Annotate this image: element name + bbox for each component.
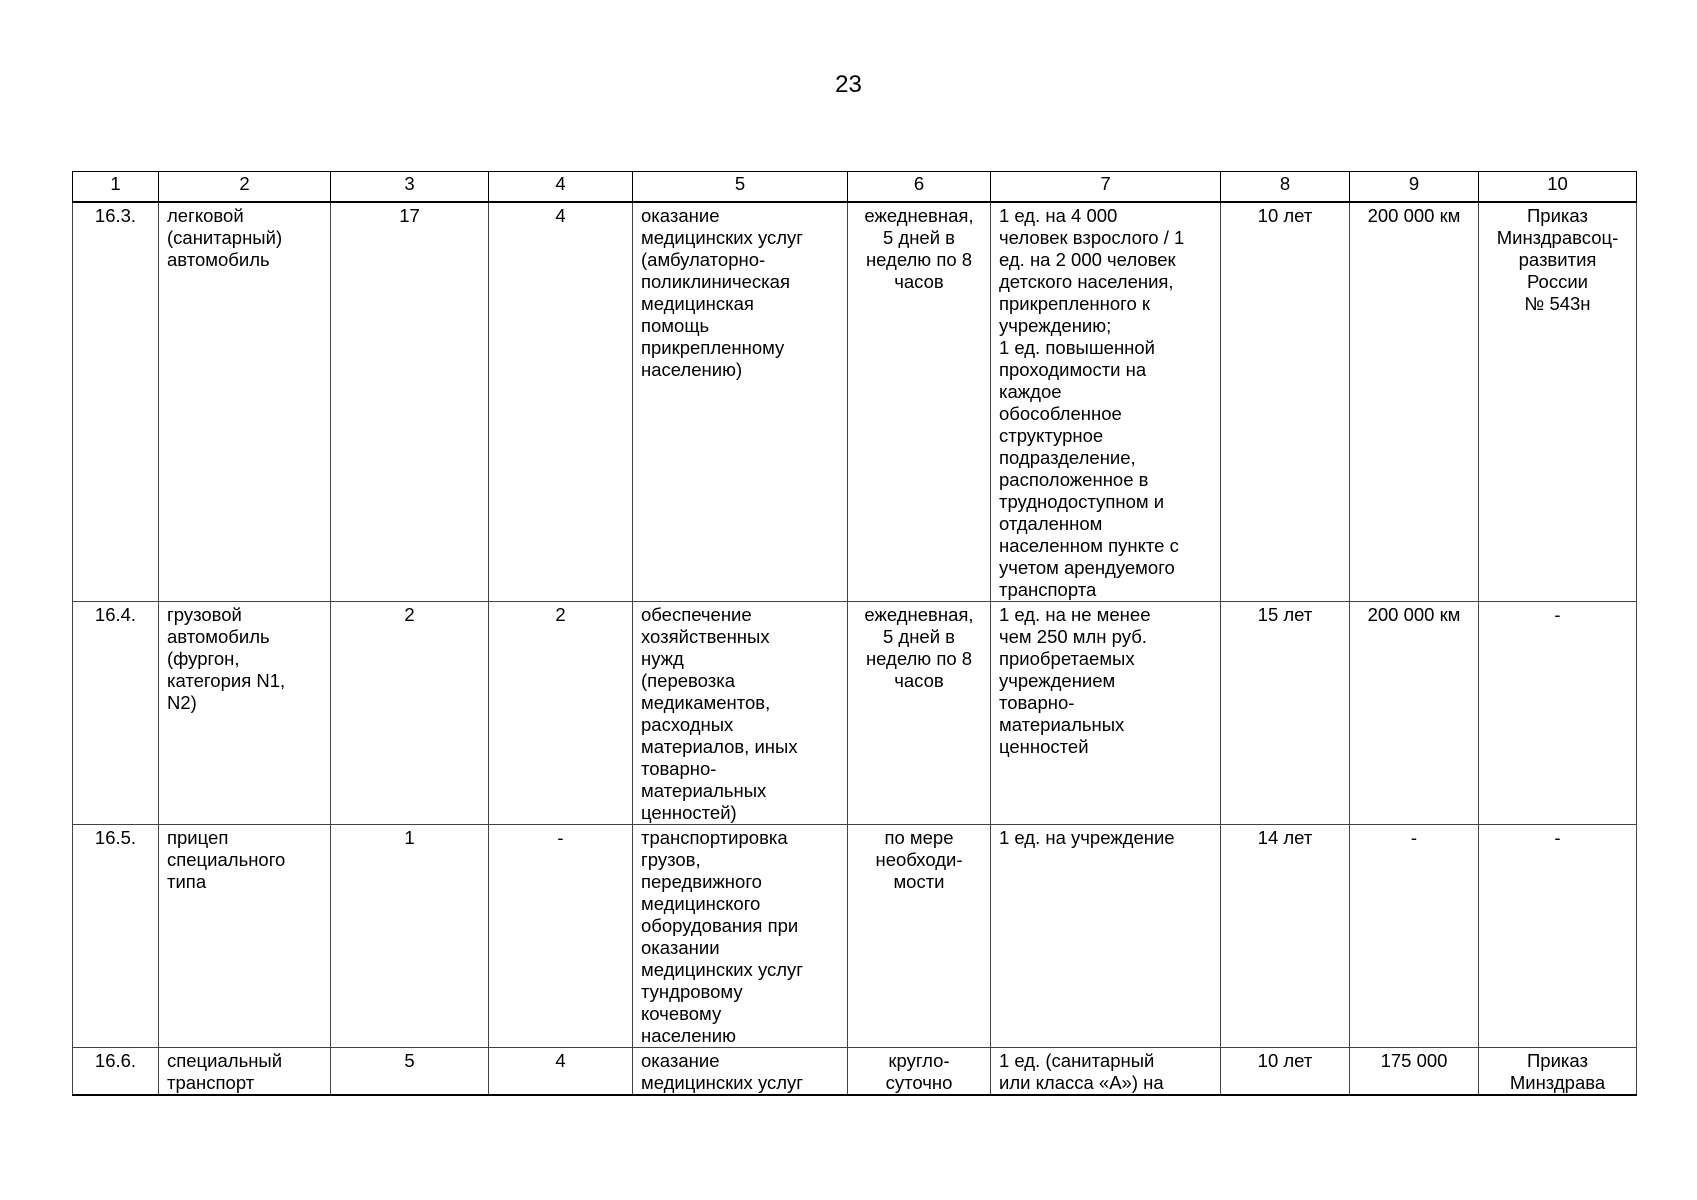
- mileage-cell: 175 000: [1350, 1047, 1479, 1095]
- table-row: [73, 601, 1637, 824]
- equipment-table: [72, 171, 1637, 1096]
- regulation-cell: -: [1479, 824, 1637, 1047]
- norm-cell: 1 ед. на 4 000 человек взрослого / 1 ед. на 2 000 человек детского населения, прикрепленного к учреждению; 1 ед. повышенной проходимости на каждое обособленное структурное подразделение, расположенное в труднодоступном и отдаленном населенном пункте с учетом арендуемого транспорта: [991, 202, 1221, 602]
- usage-mode-cell: ежедневная, 5 дней в неделю по 8 часов: [848, 601, 991, 824]
- row-number-cell: 16.3.: [73, 202, 159, 602]
- mileage-cell: 200 000 км: [1350, 601, 1479, 824]
- quantity-cell: -: [489, 824, 633, 1047]
- purpose-cell: оказание медицинских услуг (амбулаторно- поликлиническая медицинская помощь прикрепленному населению): [633, 202, 848, 602]
- column-header: 3: [331, 172, 489, 202]
- usage-mode-cell: по мере необходи- мости: [848, 824, 991, 1047]
- row-number-cell: 16.5.: [73, 824, 159, 1047]
- table-row: [73, 1047, 1637, 1095]
- quantity-cell: 4: [489, 202, 633, 602]
- quantity-cell: 2: [489, 601, 633, 824]
- quantity-cell: 1: [331, 824, 489, 1047]
- vehicle-type-cell: прицеп специального типа: [159, 824, 331, 1047]
- vehicle-type-cell: легковой (санитарный) автомобиль: [159, 202, 331, 602]
- quantity-cell: 17: [331, 202, 489, 602]
- column-header: 1: [73, 172, 159, 202]
- table-row: [73, 824, 1637, 1047]
- column-header: 7: [991, 172, 1221, 202]
- mileage-cell: 200 000 км: [1350, 202, 1479, 602]
- regulation-cell: Приказ Минздравсоц- развития России № 543н: [1479, 202, 1637, 602]
- norm-cell: 1 ед. на не менее чем 250 млн руб. приобретаемых учреждением товарно- материальных ценностей: [991, 601, 1221, 824]
- table-header-row: [73, 172, 1637, 202]
- service-life-cell: 14 лет: [1221, 824, 1350, 1047]
- regulation-cell: -: [1479, 601, 1637, 824]
- column-header: 4: [489, 172, 633, 202]
- column-header: 2: [159, 172, 331, 202]
- table-row: [73, 202, 1637, 602]
- service-life-cell: 10 лет: [1221, 1047, 1350, 1095]
- purpose-cell: транспортировка грузов, передвижного медицинского оборудования при оказании медицинских услуг тундровому кочевому населению: [633, 824, 848, 1047]
- quantity-cell: 4: [489, 1047, 633, 1095]
- row-number-cell: 16.4.: [73, 601, 159, 824]
- norm-cell: 1 ед. (санитарный или класса «А») на: [991, 1047, 1221, 1095]
- vehicle-type-cell: специальный транспорт: [159, 1047, 331, 1095]
- service-life-cell: 15 лет: [1221, 601, 1350, 824]
- quantity-cell: 5: [331, 1047, 489, 1095]
- norm-cell: 1 ед. на учреждение: [991, 824, 1221, 1047]
- mileage-cell: -: [1350, 824, 1479, 1047]
- column-header: 8: [1221, 172, 1350, 202]
- purpose-cell: обеспечение хозяйственных нужд (перевозка медикаментов, расходных материалов, иных товарно- материальных ценностей): [633, 601, 848, 824]
- usage-mode-cell: ежедневная, 5 дней в неделю по 8 часов: [848, 202, 991, 602]
- column-header: 9: [1350, 172, 1479, 202]
- purpose-cell: оказание медицинских услуг: [633, 1047, 848, 1095]
- column-header: 5: [633, 172, 848, 202]
- quantity-cell: 2: [331, 601, 489, 824]
- page-number: 23: [835, 71, 862, 98]
- service-life-cell: 10 лет: [1221, 202, 1350, 602]
- vehicle-type-cell: грузовой автомобиль (фургон, категория N1, N2): [159, 601, 331, 824]
- regulation-cell: Приказ Минздрава: [1479, 1047, 1637, 1095]
- column-header: 6: [848, 172, 991, 202]
- column-header: 10: [1479, 172, 1637, 202]
- row-number-cell: 16.6.: [73, 1047, 159, 1095]
- usage-mode-cell: кругло- суточно: [848, 1047, 991, 1095]
